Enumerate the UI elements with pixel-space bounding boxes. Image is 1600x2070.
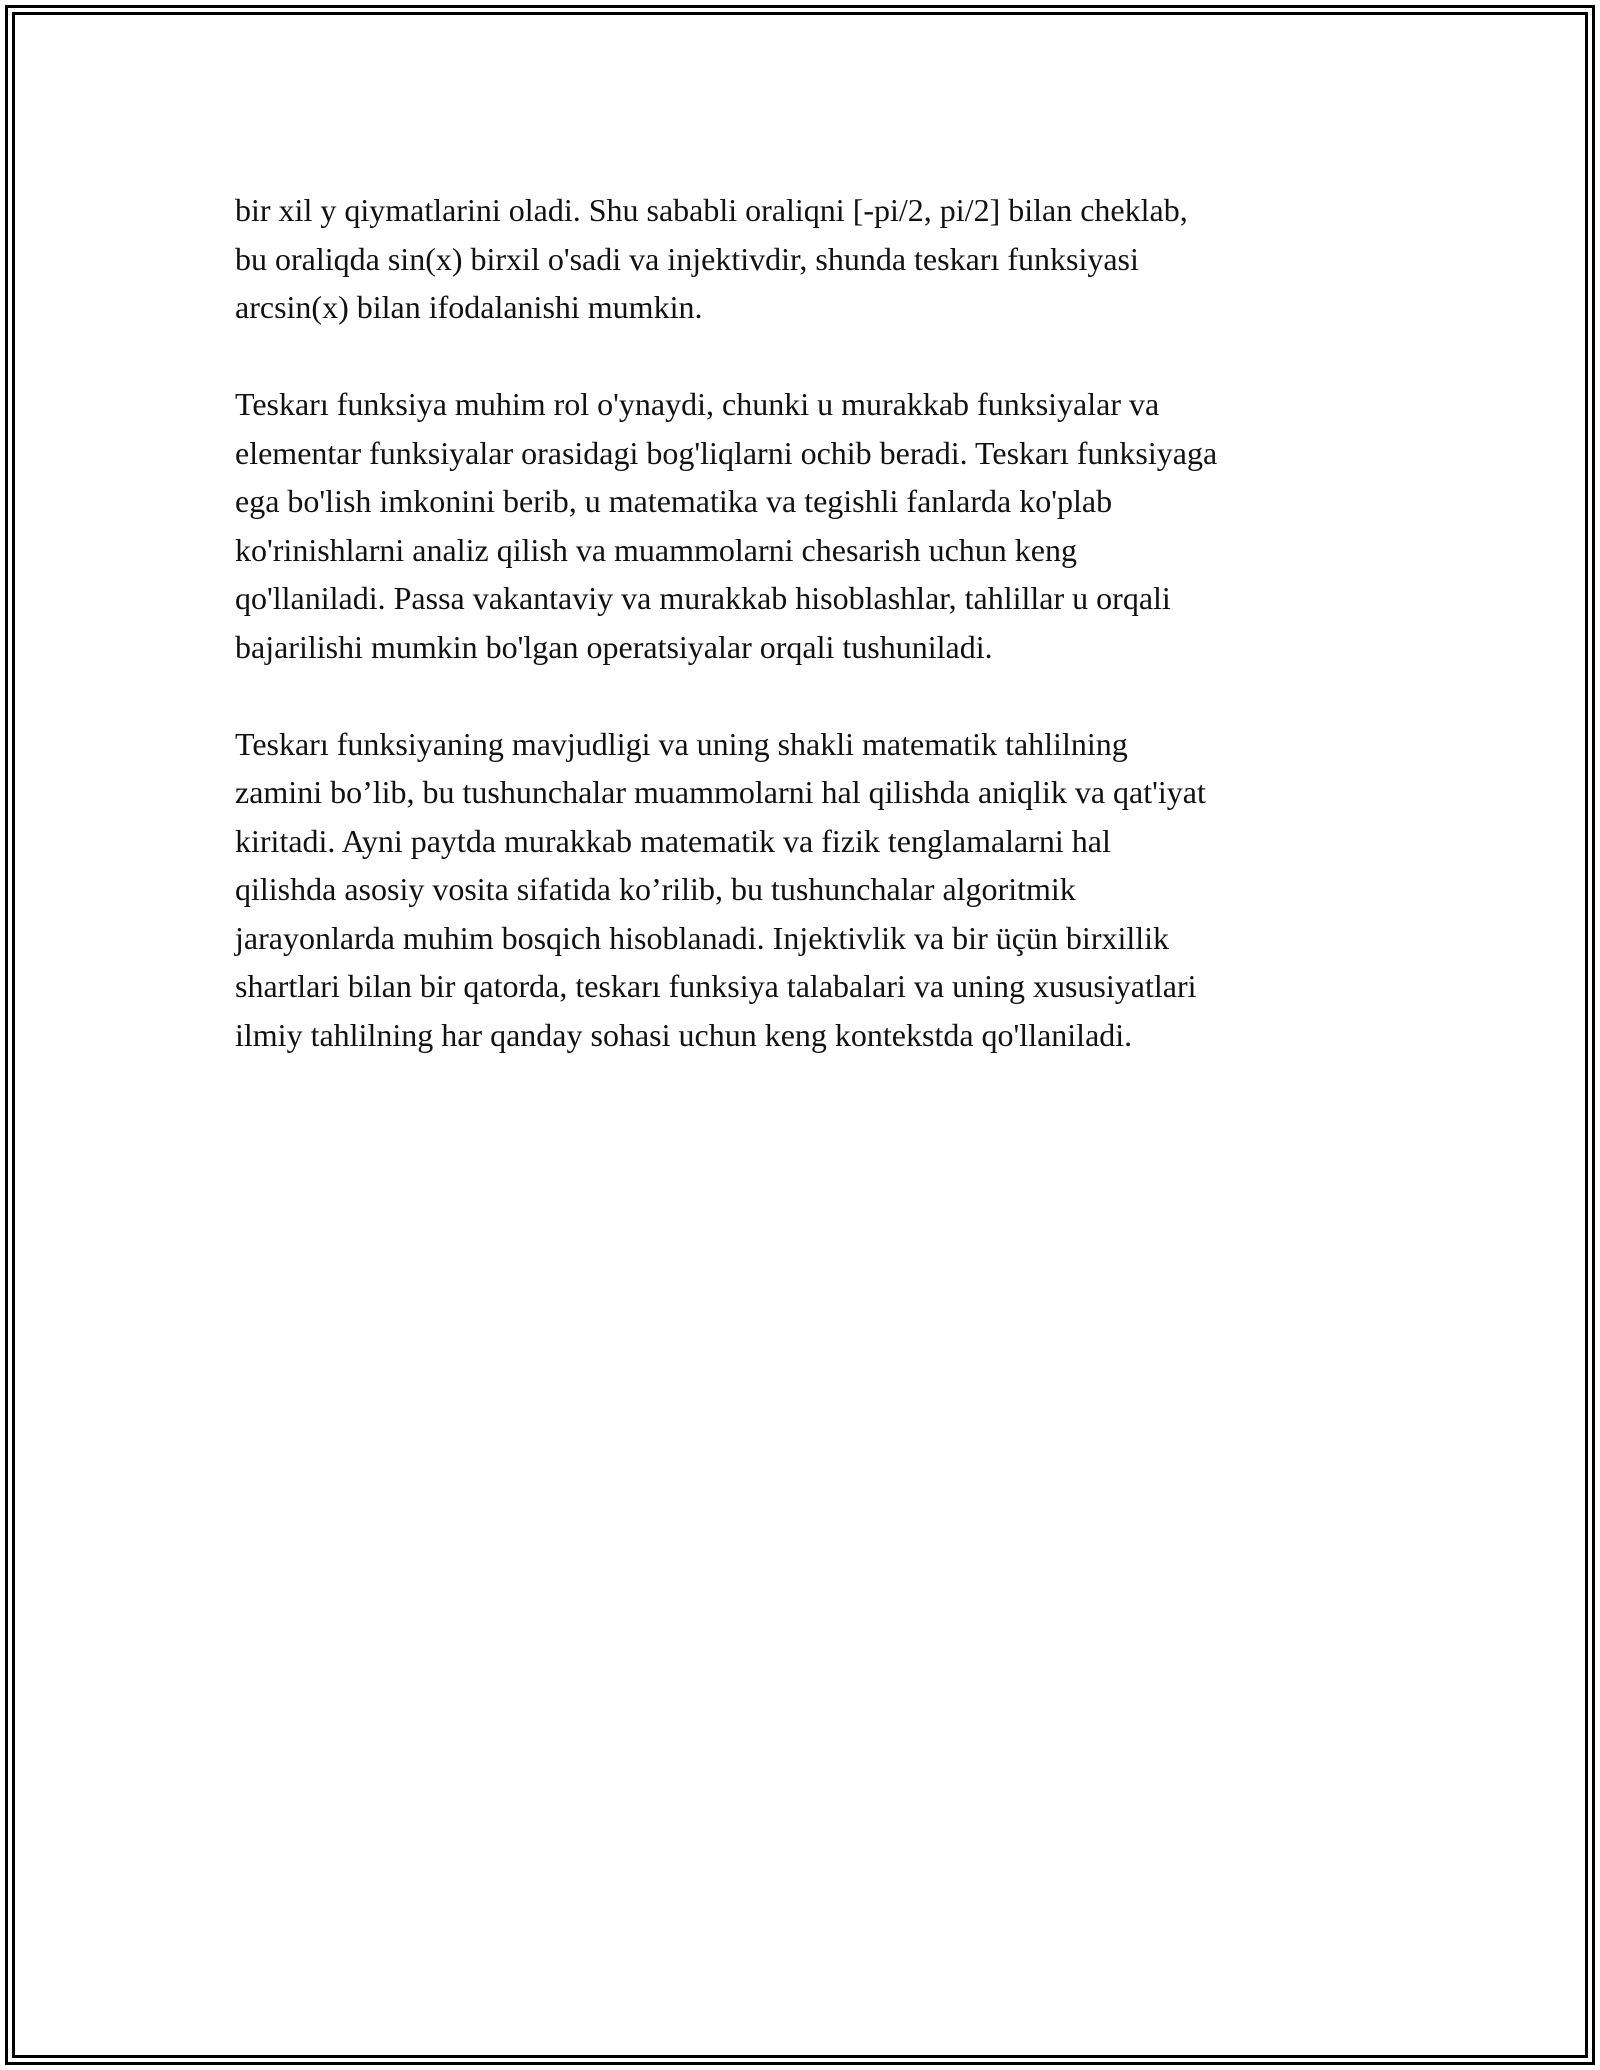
- document-body: [235, 186, 1385, 1059]
- paragraph-gap: [235, 671, 1385, 720]
- text-line: ko'rinishlarni analiz qilish va muammolarni chesarish uchun keng: [235, 531, 1077, 568]
- paragraph-1: [235, 186, 1385, 332]
- text-line: bajarilishi mumkin bo'lgan operatsiyalar orqali tushuniladi.: [235, 628, 993, 665]
- text-line: ilmiy tahlilning har qanday sohasi uchun keng kontekstda qo'llaniladi.: [235, 1016, 1133, 1053]
- text-line: elementar funksiyalar orasidagi bog'liqlarni ochib beradi. Teskarı funksiyaga: [235, 434, 1218, 471]
- text-line: Teskarı funksiyaning mavjudligi va uning shakli matematik tahlilning: [235, 725, 1128, 762]
- text-line: arcsin(x) bilan ifodalanishi mumkin.: [235, 289, 703, 325]
- text-line: bir xil y qiymatlarini oladi. Shu sababli oraliqni [-pi/2, pi/2] bilan cheklab,: [235, 192, 1188, 228]
- paragraph-3: [235, 720, 1385, 1060]
- text-line: bu oraliqda sin(x) birxil o'sadi va injektivdir, shunda teskarı funksiyasi: [235, 240, 1139, 277]
- text-line: kiritadi. Ayni paytda murakkab matematik va fizik tenglamalarni hal: [235, 822, 1111, 859]
- text-line: Teskarı funksiya muhim rol o'ynaydi, chunki u murakkab funksiyalar va: [235, 386, 1160, 422]
- text-line: qilishda asosiy vosita sifatida ko’rilib, bu tushunchalar algoritmik: [235, 871, 1076, 907]
- text-line: ega bo'lish imkonini berib, u matematika va tegishli fanlarda ko'plab: [235, 483, 1113, 519]
- text-line: shartlari bilan bir qatorda, teskarı funksiya talabalari va uning xususiyatlari: [235, 968, 1197, 1004]
- text-line: zamini bo’lib, bu tushunchalar muammolarni hal qilishda aniqlik va qat'iyat: [235, 774, 1206, 810]
- paragraph-2: [235, 380, 1385, 671]
- text-line: qo'llaniladi. Passa vakantaviy va murakkab hisoblashlar, tahlillar u orqali: [235, 580, 1171, 616]
- text-line: jarayonlarda muhim bosqich hisoblanadi. Injektivlik va bir üçün birxillik: [235, 919, 1170, 956]
- paragraph-gap: [235, 332, 1385, 381]
